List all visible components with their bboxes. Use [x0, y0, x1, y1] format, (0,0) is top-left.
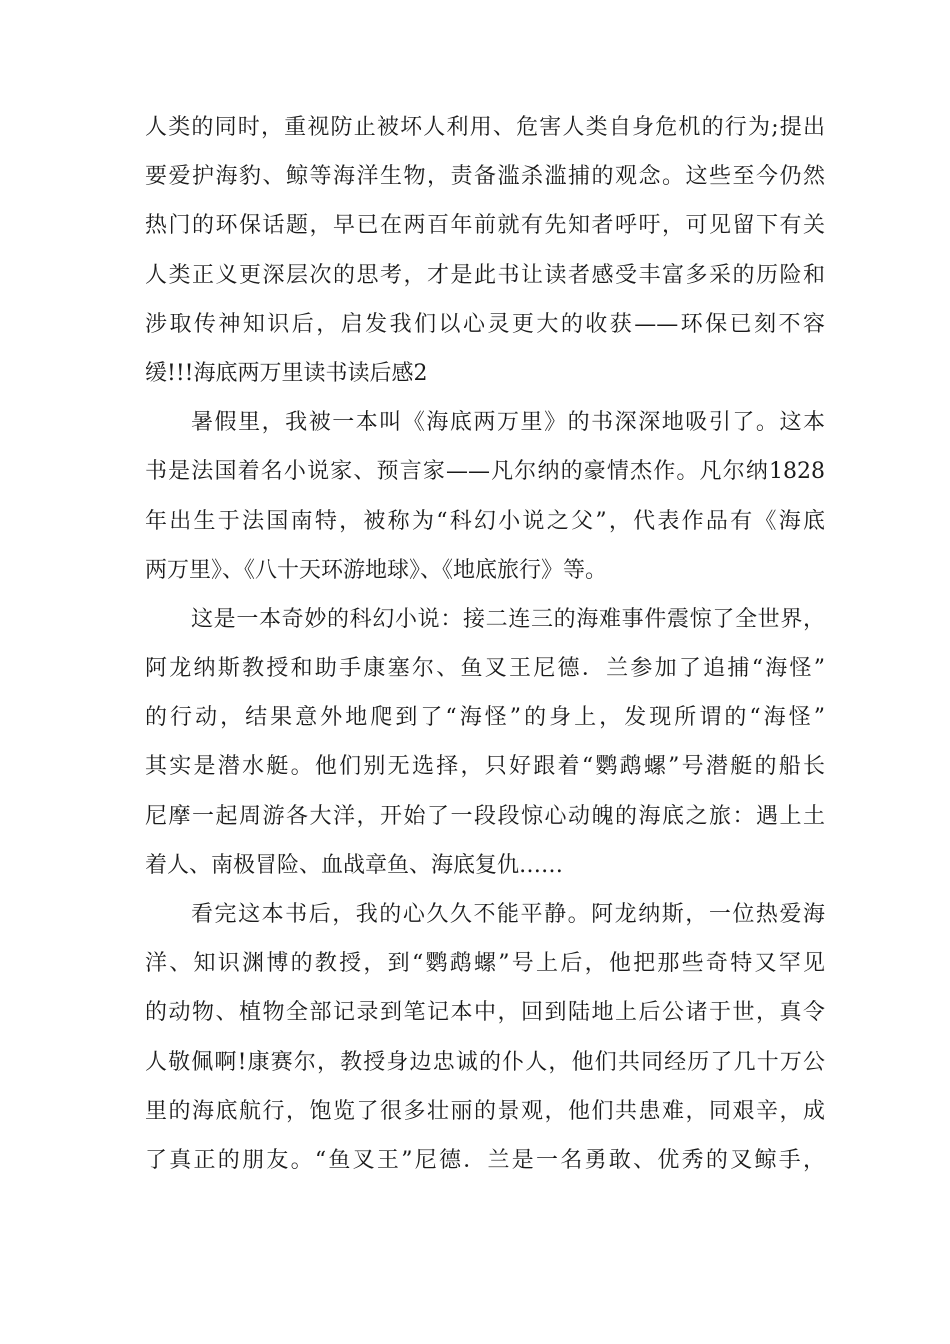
document-body — [145, 103, 825, 1185]
text-line: 看完这本书后，我的心久久不能平静。阿龙纳斯，一位热爱海 — [191, 902, 825, 927]
text-line: 涉取传神知识后，启发我们以心灵更大的收获——环保已刻不容 — [145, 311, 825, 337]
text-line: 尼摩一起周游各大洋，开始了一段段惊心动魄的海底之旅：遇上土 — [145, 803, 825, 829]
text-line: 其实是潜水艇。他们别无选择，只好跟着“鹦鹉螺”号潜艇的船长 — [145, 754, 825, 780]
text-line: 阿龙纳斯教授和助手康塞尔、鱼叉王尼德．兰参加了追捕“海怪” — [145, 656, 825, 682]
text-line: 的行动，结果意外地爬到了“海怪”的身上，发现所谓的“海怪” — [145, 705, 825, 731]
text-line: 缓!!!海底两万里读书读后感2 — [145, 360, 428, 386]
text-line: 人类的同时，重视防止被坏人利用、危害人类自身危机的行为;提出 — [145, 115, 825, 140]
text-line: 人类正义更深层次的思考，才是此书让读者感受丰富多采的历险和 — [145, 262, 825, 288]
text-line: 年出生于法国南特，被称为“科幻小说之父”，代表作品有《海底 — [145, 508, 825, 534]
text-line: 人敬佩啊!康赛尔，教授身边忠诚的仆人，他们共同经历了几十万公 — [145, 1049, 825, 1075]
text-line: 这是一本奇妙的科幻小说：接二连三的海难事件震惊了全世界， — [191, 606, 825, 632]
text-line: 要爱护海豹、鲸等海洋生物，责备滥杀滥捕的观念。这些至今仍然 — [145, 164, 825, 190]
text-line: 的动物、植物全部记录到笔记本中，回到陆地上后公诸于世，真令 — [145, 1000, 825, 1026]
text-line: 里的海底航行，饱览了很多壮丽的景观，他们共患难，同艰辛，成 — [145, 1098, 825, 1124]
text-line: 洋、知识渊博的教授，到“鹦鹉螺”号上后，他把那些奇特又罕见 — [145, 951, 825, 977]
text-line: 着人、南极冒险、血战章鱼、海底复仇…… — [145, 852, 564, 878]
text-line: 了真正的朋友。“鱼叉王”尼德．兰是一名勇敢、优秀的叉鲸手， — [145, 1147, 825, 1173]
text-line: 暑假里，我被一本叫《海底两万里》的书深深地吸引了。这本 — [191, 410, 825, 436]
text-line: 书是法国着名小说家、预言家——凡尔纳的豪情杰作。凡尔纳1828 — [145, 459, 825, 485]
text-line: 热门的环保话题，早已在两百年前就有先知者呼吁，可见留下有关 — [145, 213, 825, 239]
text-line: 两万里》、《八十天环游地球》、《地底旅行》等。 — [145, 557, 608, 583]
